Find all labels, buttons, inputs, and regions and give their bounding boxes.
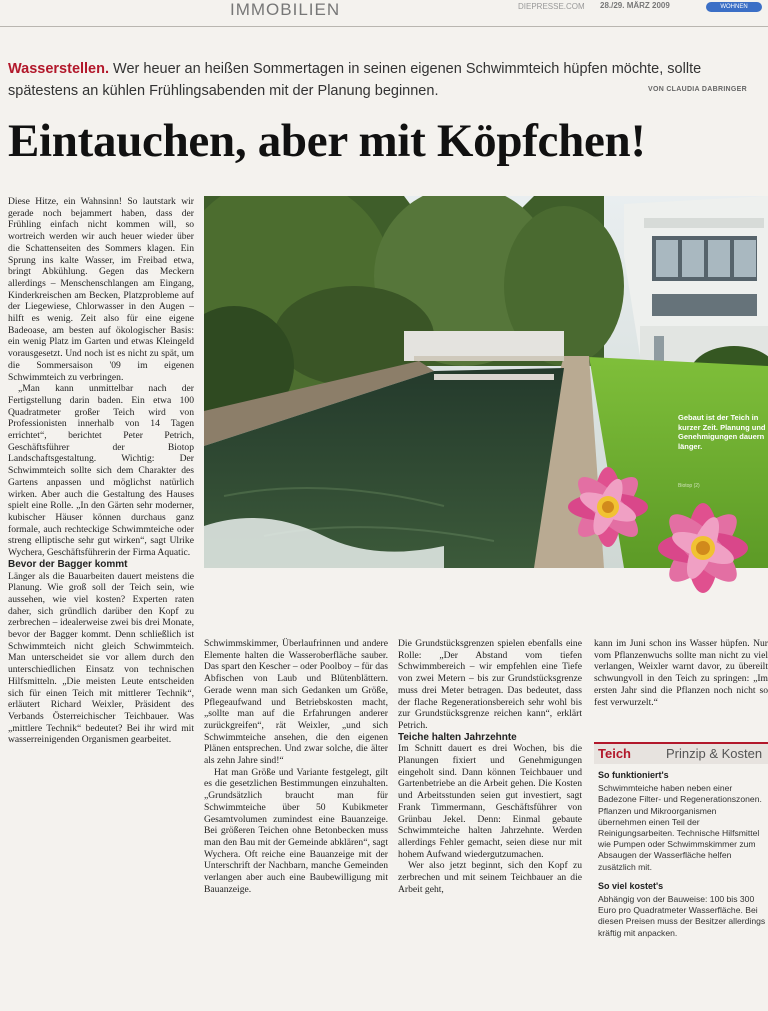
paragraph: Länger als die Bauarbeiten dauert meistens die Planung. Wie groß soll der Teich sein, wie aussehen, wie viel kosten? Experten raten daher, sich gründlich darüber den Kopf zu zerbrechen – idealerweise zwei bis drei Monate, bevor der Bagger kommt. Denn schließlich ist Schwimmteich nicht gleich Schwimmteich. Man unterscheidet sie vor allem durch den unterschiedlichen Einsatz von technischen Hilfsmitteln. „Die meisten Leute entscheiden sich für einen Teich mit mittlerer Technik“, erläutert Richard Weixler, Präsident des Verbands Österreichischer Teichbauer. Was „mittlere Technik“ bedeutet? Bei ihr wird mit wasserreinigenden Organismen gearbeitet. [8, 570, 194, 746]
article-lead [8, 58, 768, 102]
info-box-title: Prinzip & Kosten [666, 746, 763, 761]
info-text: Schwimmteiche haben neben einer Badezone Filter- und Regenerationszonen. Pflanzen und Mikroorganismen übernehmen einen Teil der Reinigungsarbeiten. Technische Hilfsmittel wie Pumpen oder Schwimmskimmer zum Absaugen der Wasserfläche helfen zusätzlich mit. [598, 783, 762, 872]
info-text: Abhängig von der Bauweise: 100 bis 300 Euro pro Quadratmeter Wasserfläche. Bei diesen Preisen muss der Besitzer allerdings kräftig mit anpacken. [598, 894, 766, 938]
info-heading: So viel kostet's [598, 880, 664, 891]
page-header [0, 0, 768, 27]
paragraph: Schwimmskimmer, Überlaufrinnen und andere Elemente halten die Wasseroberfläche sauber. Das spart den Kescher – oder Poolboy – für das Abfischen von Laub und Blütenblättern. Gerade wenn man sich Gedanken um Größe, Pflegeaufwand und Betriebskosten macht, „sollte man auf die Erfahrungen anderer zurückgreifen“, rät Weixler, „und sich Schwimmteiche ansehen, die den eigenen Plänen entsprechen. Und zwar solche, die älter als zehn Jahre sind!“ [204, 638, 388, 767]
lead-text: Wer heuer an heißen Sommertagen in seinen eigenen Schwimmteich hüpfen möchte, sollte spätestens an kühlen Frühlingsabenden mit der Planung beginnen. [8, 61, 702, 99]
article-column-1 [8, 196, 194, 1008]
info-box-header [594, 742, 768, 764]
paragraph: „Man kann unmittelbar nach der Fertigstellung darin baden. Ein etwa 100 Quadratmeter großer Teich wird von Professionisten innerhalb von 14 Tagen errichtet“, berichtet Peter Petrich, Geschäftsführer der Biotop Landschaftsgestaltung. Wichtig: Der Schwimmteich sollte sich dem Charakter des Gartens anpassen und möglichst natürlich wirken. Aber auch die Gestaltung des Hauses spielt eine Rolle. „In den Gärten sehr moderner, kubischer Häuser können durchaus ganz formale, auch rechteckige Schwimmteiche oder streng elliptische sehr gut wirken“, sagt Ulrike Wychera, Geschäftsführerin der Firma Aquatic. [8, 383, 194, 559]
headline: Eintauchen, aber mit Köpfchen! [8, 115, 646, 167]
lead-kicker: Wasserstellen. [8, 61, 110, 77]
paragraph: Hat man Größe und Variante festgelegt, gilt es die gesetzlichen Bestimmungen einzuhalten. „Grundsätzlich braucht man für Schwimmteiche über 50 Kubikmeter Gesamtvolumen zumindest eine Bauanzeige. Bei größeren Teichen ohne Betonbecken muss man den Bau mit der Gemeinde abklären“, sagt Wychera. Oft reiche eine Bauanzeige mit der Unterschrift der Nachbarn, manche Gemeinden verlangen aber auch eine Baubewilligung mit Bauanzeige. [204, 766, 388, 895]
info-heading: So funktioniert's [598, 770, 669, 780]
source-url: DIEPRESSE.COM [518, 2, 585, 11]
issue-date: 28./29. MÄRZ 2009 [600, 1, 670, 10]
paragraph: kann im Juni schon ins Wasser hüpfen. Nur vom Pflanzenwuchs sollte man nicht zu viel verlangen, Weixler warnt davor, zu übereilt schwungvoll in den Teich zu springen: „Im ersten Jahr sind die Pflanzen noch nicht so fest verwurzelt.“ [594, 638, 768, 708]
info-box [594, 742, 768, 1008]
article-column-2 [204, 638, 388, 1008]
lotus-flower-icon [640, 492, 766, 604]
byline: VON CLAUDIA DABRINGER [648, 86, 747, 93]
subheading: Teiche halten Jahrzehnte [398, 731, 517, 743]
paragraph: Wer also jetzt beginnt, sich den Kopf zu zerbrechen und mit seinem Teichbauer an die Arbeit geht, [398, 860, 582, 895]
photo-caption: Gebaut ist der Teich in kurzer Zeit. Planung und Genehmigungen dauern länger. [678, 413, 766, 451]
paragraph: Diese Hitze, ein Wahnsinn! So lautstark wir gerade noch bejammert haben, dass der Frühling einfach nicht kommen will, so wortreich werden wir auch heuer wieder über die Schattenseiten des Sommers klagen. Ein Sprung ins kalte Wasser, im Freibad etwa, bringt Abkühlung. Gegen das Meckern allerdings – Menschenschlangen am Eingang, Kinderkreischen am Becken, Platzprobleme auf der Liegewiese, Chlorwasser in den Augen – hilft es wenig. Zeit also für eine eigene Badeoase, am besten auf ökologischer Basis: ein wenig Platz im Garten und etwas Kleingeld vorausgesetzt. Und noch ist es nicht zu spät, um die Sommersaison '09 im eigenen Schwimmteich zu verbringen. [8, 196, 194, 383]
info-box-body [594, 764, 768, 939]
section-label: IMMOBILIEN [230, 0, 341, 19]
photo-credit: Biotop (2) [678, 483, 700, 489]
article-column-4 [594, 638, 768, 738]
subheading: Bevor der Bagger kommt [8, 558, 128, 570]
section-logo: WOHNEN [706, 2, 762, 12]
info-box-title-accent: Teich [598, 746, 631, 761]
article-column-3 [398, 638, 582, 1008]
paragraph: Im Schnitt dauert es drei Wochen, bis die Planungen fixiert und Genehmigungen eingeholt sind. Dann können Teichbauer und Gartenbetriebe an die Arbeit gehen. Die Kosten und Arbeitsstunden seien gut investiert, sagt Frank Timmermann, Geschäftsführer von Grünbau Jekel. Denn: Einmal gebaute Schwimmteiche halten Jahrzehnte. Werden allerdings Fehler gemacht, seien diese nur mit hohem Aufwand wiedergutzumachen. [398, 743, 582, 860]
paragraph: Die Grundstücksgrenzen spielen ebenfalls eine Rolle: „Der Abstand vom tiefen Schwimmbereich – wir empfehlen eine Tiefe von zwei Metern – bis zur Grundstücksgrenze muss drei Meter betragen. Das bedeutet, dass der flache Regenerationsbereich sehr wohl bis zur Grundstücksgrenze reichen kann“, erklärt Petrich. [398, 638, 582, 731]
